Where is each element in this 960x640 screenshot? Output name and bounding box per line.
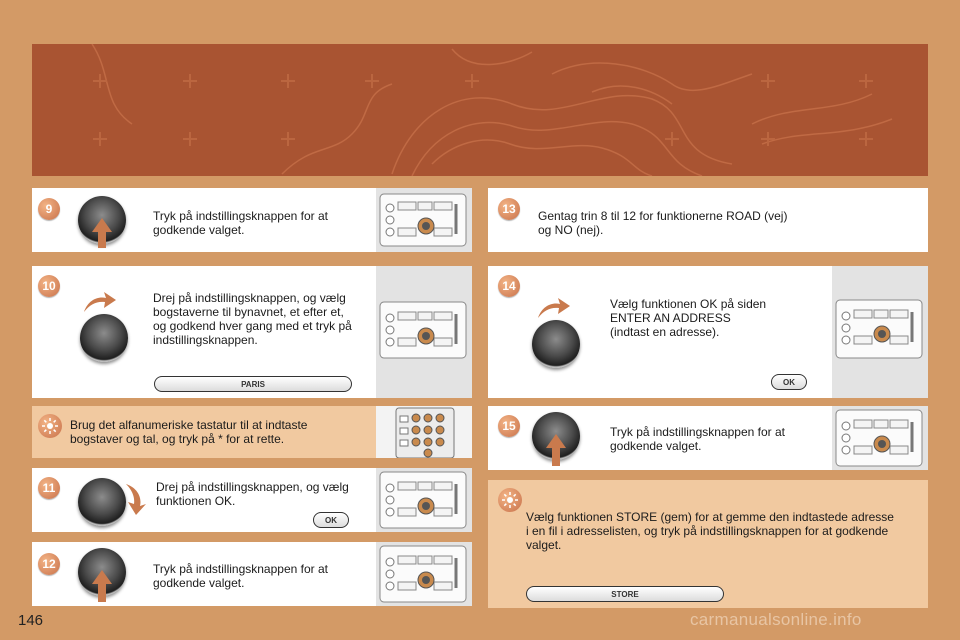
keypad-panel bbox=[376, 406, 472, 458]
arrow-icon bbox=[122, 482, 148, 516]
rotary-knob-icon bbox=[80, 314, 128, 362]
radio-unit-icon bbox=[832, 406, 928, 470]
step-10-panel bbox=[32, 266, 472, 398]
header-banner bbox=[32, 44, 928, 176]
radio-panel bbox=[376, 266, 472, 398]
step-15-text: Tryk på indstillingsknappen for at godkende valget. bbox=[610, 425, 785, 453]
arrow-icon bbox=[90, 568, 114, 604]
paris-label: PARIS bbox=[154, 376, 352, 392]
step-11-text: Drej på indstillingsknappen, og vælg funktionen OK. bbox=[156, 480, 349, 508]
ok-label: OK bbox=[313, 512, 349, 528]
step-9-text: Tryk på indstillingsknappen for at godkende valget. bbox=[153, 209, 328, 237]
step-10-text: Drej på indstillingsknappen, og vælg bogstaverne til bynavnet, et efter et, og godkend hver gang med et tryk på indstillingsknappen. bbox=[153, 291, 352, 347]
radio-panel bbox=[376, 542, 472, 606]
arrow-icon bbox=[90, 216, 114, 250]
step-number-badge: 13 bbox=[498, 198, 520, 220]
arrow-icon bbox=[544, 432, 568, 468]
rotary-knob-icon bbox=[532, 320, 580, 368]
page-number: 146 bbox=[18, 612, 44, 629]
step-14-text: Vælg funktionen OK på siden ENTER AN ADDRESS (indtast en adresse). bbox=[610, 297, 767, 339]
radio-unit-icon bbox=[376, 188, 472, 252]
radio-panel bbox=[376, 188, 472, 252]
tip-2-text: Vælg funktionen STORE (gem) for at gemme den indtastede adresse i en fil i adresselisten, og tryk på indstillingsknappen for at godkende valget. bbox=[526, 510, 894, 552]
step-number-badge: 11 bbox=[38, 477, 60, 499]
step-12-text: Tryk på indstillingsknappen for at godkende valget. bbox=[153, 562, 328, 590]
step-number-badge: 9 bbox=[38, 198, 60, 220]
watermark: carmanualsonline.info bbox=[690, 610, 862, 629]
step-12-panel bbox=[32, 542, 472, 606]
step-15-panel bbox=[488, 406, 928, 470]
radio-unit-icon bbox=[376, 468, 472, 532]
radio-unit-icon bbox=[376, 266, 472, 398]
tip-2-panel bbox=[488, 480, 928, 608]
step-number-badge: 15 bbox=[498, 415, 520, 437]
arrow-icon bbox=[536, 296, 572, 320]
rotary-knob-icon bbox=[78, 478, 126, 526]
step-number-badge: 14 bbox=[498, 275, 520, 297]
step-14-panel bbox=[488, 266, 928, 398]
tip-1-text: Brug det alfanumeriske tastatur til at indtaste bogstaver og tal, og tryk på * for at rette. bbox=[70, 418, 308, 446]
step-11-panel bbox=[32, 468, 472, 532]
store-label: STORE bbox=[526, 586, 724, 602]
tip-1-panel bbox=[32, 406, 472, 458]
radio-panel bbox=[832, 406, 928, 470]
radio-panel bbox=[376, 468, 472, 532]
step-9-panel bbox=[32, 188, 472, 252]
ok-label: OK bbox=[771, 374, 807, 390]
keypad-icon bbox=[376, 406, 472, 458]
radio-unit-icon bbox=[376, 542, 472, 606]
step-number-badge: 12 bbox=[38, 553, 60, 575]
arrow-icon bbox=[82, 290, 118, 314]
sun-tip-icon bbox=[38, 414, 62, 438]
sun-tip-icon bbox=[498, 488, 522, 512]
step-13-panel bbox=[488, 188, 928, 252]
step-number-badge: 10 bbox=[38, 275, 60, 297]
step-13-text: Gentag trin 8 til 12 for funktionerne ROAD (vej) og NO (nej). bbox=[538, 209, 788, 237]
radio-panel bbox=[832, 266, 928, 398]
radio-unit-icon bbox=[832, 266, 928, 398]
